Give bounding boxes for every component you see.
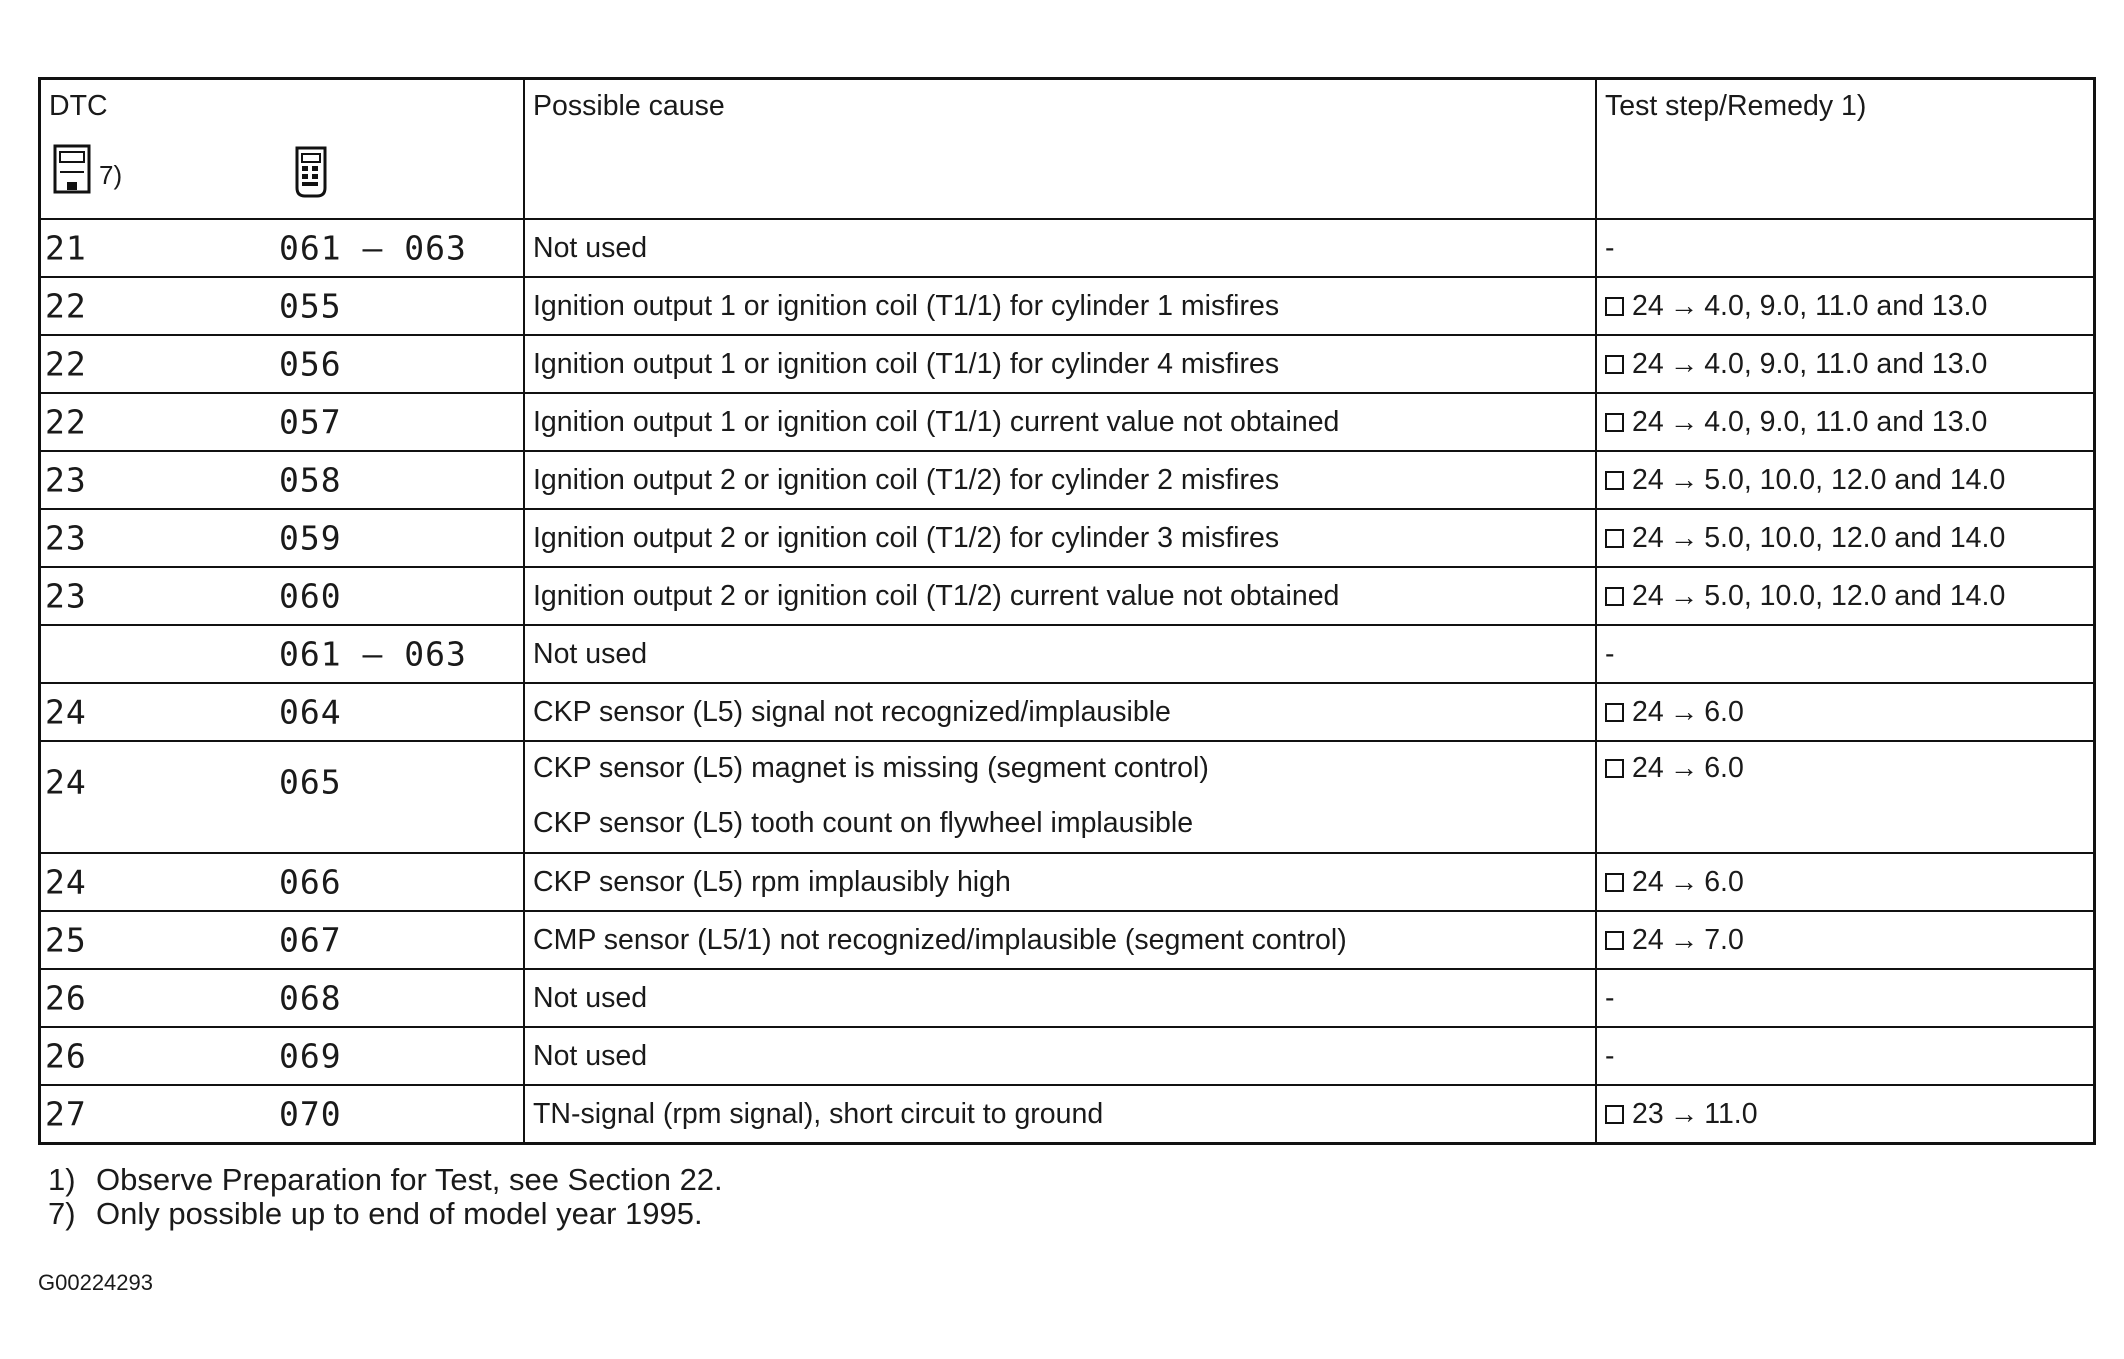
cause-cell: [524, 969, 1596, 1027]
cause-cell: [524, 509, 1596, 567]
remedy-cell: [1596, 451, 2095, 509]
remedy-steps: -: [1605, 231, 1615, 264]
right-arrow-icon: →: [1669, 289, 1699, 322]
blink-code-tester-icon: [53, 144, 93, 204]
blink-code: 23: [45, 576, 87, 616]
blink-code: 22: [45, 402, 87, 442]
cause-cell: [524, 451, 1596, 509]
remedy-section: 24: [1632, 463, 1664, 496]
remedy-cell: [1596, 853, 2095, 911]
remedy-cell: [1596, 567, 2095, 625]
remedy-section: 24: [1632, 752, 1664, 784]
cause-text: Ignition output 2 or ignition coil (T1/2) current value not obtained: [533, 579, 1340, 612]
dtc-cell: [40, 509, 525, 567]
remedy-steps: -: [1605, 1039, 1615, 1072]
square-outline-icon: [1605, 587, 1624, 606]
cause-cell: [524, 567, 1596, 625]
remedy-cell: [1596, 1085, 2095, 1144]
remedy-cell: [1596, 335, 2095, 393]
blink-code: 26: [45, 1036, 87, 1076]
figure-code: G00224293: [38, 1270, 153, 1295]
dtc-cell: [40, 741, 525, 853]
right-arrow-icon: →: [1669, 752, 1699, 784]
blink-code: 23: [45, 518, 87, 558]
cause-cell: [524, 853, 1596, 911]
footnote-number: 7): [48, 1196, 76, 1231]
square-outline-icon: [1605, 413, 1624, 432]
table-header-row: [40, 79, 2095, 220]
cause-text: Not used: [533, 1039, 648, 1072]
remedy-section: 24: [1632, 865, 1664, 898]
tester-code: 057: [279, 402, 342, 442]
remedy-steps: 5.0, 10.0, 12.0 and 14.0: [1704, 521, 2006, 554]
remedy-steps: 4.0, 9.0, 11.0 and 13.0: [1704, 347, 1988, 380]
blink-code: 22: [45, 344, 87, 384]
table-row: [40, 911, 2095, 969]
footnote-text: Observe Preparation for Test, see Section 22.: [96, 1162, 723, 1197]
cause-cell: [524, 741, 1596, 853]
remedy-header-cell: Test step/Remedy 1): [1596, 79, 2095, 220]
remedy-section: 24: [1632, 695, 1664, 728]
right-arrow-icon: →: [1669, 695, 1699, 728]
table-row: [40, 969, 2095, 1027]
remedy-cell: [1596, 911, 2095, 969]
table-row: [40, 625, 2095, 683]
dtc-cell: [40, 335, 525, 393]
remedy-steps: -: [1605, 637, 1615, 670]
cause-text: CKP sensor (L5) magnet is missing (segment control): [533, 752, 1209, 784]
remedy-section: 24: [1632, 923, 1664, 956]
cause-cell: [524, 683, 1596, 741]
dtc-cell: [40, 393, 525, 451]
remedy-section: 24: [1632, 347, 1664, 380]
table-row: [40, 1027, 2095, 1085]
footnote-text: Only possible up to end of model year 1995.: [96, 1196, 703, 1231]
square-outline-icon: [1605, 355, 1624, 374]
dtc-cell: [40, 451, 525, 509]
cause-cell: [524, 1027, 1596, 1085]
footnotes: [48, 1163, 723, 1231]
table-row: [40, 741, 2095, 853]
cause-text: Not used: [533, 231, 648, 264]
blink-code: 24: [45, 692, 87, 732]
tester-code: 066: [279, 862, 342, 902]
remedy-cell: [1596, 509, 2095, 567]
cause-cell: [524, 1085, 1596, 1144]
dtc-cell: [40, 277, 525, 335]
remedy-steps: 6.0: [1704, 695, 1744, 728]
cause-cell: [524, 219, 1596, 277]
tester-code: 058: [279, 460, 342, 500]
right-arrow-icon: →: [1669, 579, 1699, 612]
cause-text: Ignition output 1 or ignition coil (T1/1) for cylinder 4 misfires: [533, 347, 1280, 380]
blink-code: 21: [45, 228, 87, 268]
dtc-cell: [40, 911, 525, 969]
remedy-cell: [1596, 683, 2095, 741]
remedy-section: 24: [1632, 289, 1664, 322]
remedy-steps: 11.0: [1704, 1097, 1758, 1130]
dtc-cell: [40, 567, 525, 625]
remedy-steps: 5.0, 10.0, 12.0 and 14.0: [1704, 579, 2006, 612]
blink-code: 23: [45, 460, 87, 500]
tester-code: 067: [279, 920, 342, 960]
right-arrow-icon: →: [1669, 865, 1699, 898]
cause-text: Ignition output 2 or ignition coil (T1/2) for cylinder 2 misfires: [533, 463, 1280, 496]
blink-code: 26: [45, 978, 87, 1018]
cause-text-secondary: CKP sensor (L5) tooth count on flywheel implausible: [533, 807, 1194, 839]
cause-cell: [524, 393, 1596, 451]
right-arrow-icon: →: [1669, 463, 1699, 496]
table-row: [40, 683, 2095, 741]
dtc-header-label: DTC: [49, 90, 108, 122]
dtc-table: [38, 77, 2096, 1145]
remedy-section: 23: [1632, 1097, 1664, 1130]
cause-header-cell: Possible cause: [524, 79, 1596, 220]
remedy-section: 24: [1632, 521, 1664, 554]
dtc-header-cell: [40, 79, 525, 220]
remedy-cell: [1596, 741, 2095, 853]
remedy-steps: 4.0, 9.0, 11.0 and 13.0: [1704, 405, 1988, 438]
remedy-cell: [1596, 219, 2095, 277]
right-arrow-icon: →: [1669, 1097, 1699, 1130]
remedy-section: 24: [1632, 579, 1664, 612]
cause-cell: [524, 911, 1596, 969]
tester-code: 056: [279, 344, 342, 384]
table-row: [40, 219, 2095, 277]
cause-text: Ignition output 2 or ignition coil (T1/2) for cylinder 3 misfires: [533, 521, 1280, 554]
dtc-cell: [40, 683, 525, 741]
remedy-steps: 7.0: [1704, 923, 1744, 956]
tester-code: 059: [279, 518, 342, 558]
tester-code: 068: [279, 978, 342, 1018]
cause-text: CKP sensor (L5) rpm implausibly high: [533, 865, 1011, 898]
remedy-steps: 6.0: [1704, 752, 1744, 784]
right-arrow-icon: →: [1669, 923, 1699, 956]
table-row: [40, 277, 2095, 335]
cause-cell: [524, 335, 1596, 393]
tester-code: 055: [279, 286, 342, 326]
right-arrow-icon: →: [1669, 521, 1699, 554]
blink-code: 24: [45, 762, 87, 802]
tester-code: 065: [279, 762, 342, 802]
square-outline-icon: [1605, 297, 1624, 316]
blink-code: 25: [45, 920, 87, 960]
cause-text: Not used: [533, 637, 648, 670]
remedy-steps: -: [1605, 981, 1615, 1014]
square-outline-icon: [1605, 529, 1624, 548]
tester-code: 060: [279, 576, 342, 616]
cause-text: CKP sensor (L5) signal not recognized/implausible: [533, 695, 1171, 728]
tester-code: 064: [279, 692, 342, 732]
cause-text: TN-signal (rpm signal), short circuit to ground: [533, 1097, 1104, 1130]
dtc-cell: [40, 853, 525, 911]
square-outline-icon: [1605, 931, 1624, 950]
square-outline-icon: [1605, 703, 1624, 722]
cause-cell: [524, 277, 1596, 335]
dtc-cell: [40, 969, 525, 1027]
table-row: [40, 853, 2095, 911]
square-outline-icon: [1605, 873, 1624, 892]
remedy-steps: 6.0: [1704, 865, 1744, 898]
remedy-steps: 5.0, 10.0, 12.0 and 14.0: [1704, 463, 2006, 496]
tester-code: 061 – 063: [279, 228, 467, 268]
footnote: [48, 1163, 723, 1197]
cause-text: CMP sensor (L5/1) not recognized/implausible (segment control): [533, 923, 1347, 956]
square-outline-icon: [1605, 471, 1624, 490]
dtc-cell: [40, 1085, 525, 1144]
remedy-cell: [1596, 1027, 2095, 1085]
table-row: [40, 393, 2095, 451]
table-row: [40, 335, 2095, 393]
right-arrow-icon: →: [1669, 347, 1699, 380]
tester-code: 070: [279, 1094, 342, 1134]
remedy-cell: [1596, 625, 2095, 683]
table-row: [40, 1085, 2095, 1144]
square-outline-icon: [1605, 759, 1624, 778]
table-row: [40, 509, 2095, 567]
dtc-cell: [40, 219, 525, 277]
tester-code: 069: [279, 1036, 342, 1076]
cause-text: Ignition output 1 or ignition coil (T1/1) current value not obtained: [533, 405, 1340, 438]
cause-cell: [524, 625, 1596, 683]
hand-held-tester-icon: [291, 144, 331, 208]
footnote-number: 1): [48, 1162, 76, 1197]
remedy-cell: [1596, 969, 2095, 1027]
remedy-section: 24: [1632, 405, 1664, 438]
table-row: [40, 567, 2095, 625]
cause-text: Ignition output 1 or ignition coil (T1/1) for cylinder 1 misfires: [533, 289, 1280, 322]
remedy-cell: [1596, 393, 2095, 451]
blink-code: 22: [45, 286, 87, 326]
cause-text: Not used: [533, 981, 648, 1014]
footnote-ref-7: 7): [99, 160, 123, 190]
remedy-steps: 4.0, 9.0, 11.0 and 13.0: [1704, 289, 1988, 322]
table-row: [40, 451, 2095, 509]
square-outline-icon: [1605, 1105, 1624, 1124]
right-arrow-icon: →: [1669, 405, 1699, 438]
blink-code: 24: [45, 862, 87, 902]
footnote: [48, 1197, 723, 1231]
tester-code: 061 – 063: [279, 634, 467, 674]
dtc-cell: [40, 1027, 525, 1085]
dtc-cell: [40, 625, 525, 683]
blink-code: 27: [45, 1094, 87, 1134]
remedy-cell: [1596, 277, 2095, 335]
